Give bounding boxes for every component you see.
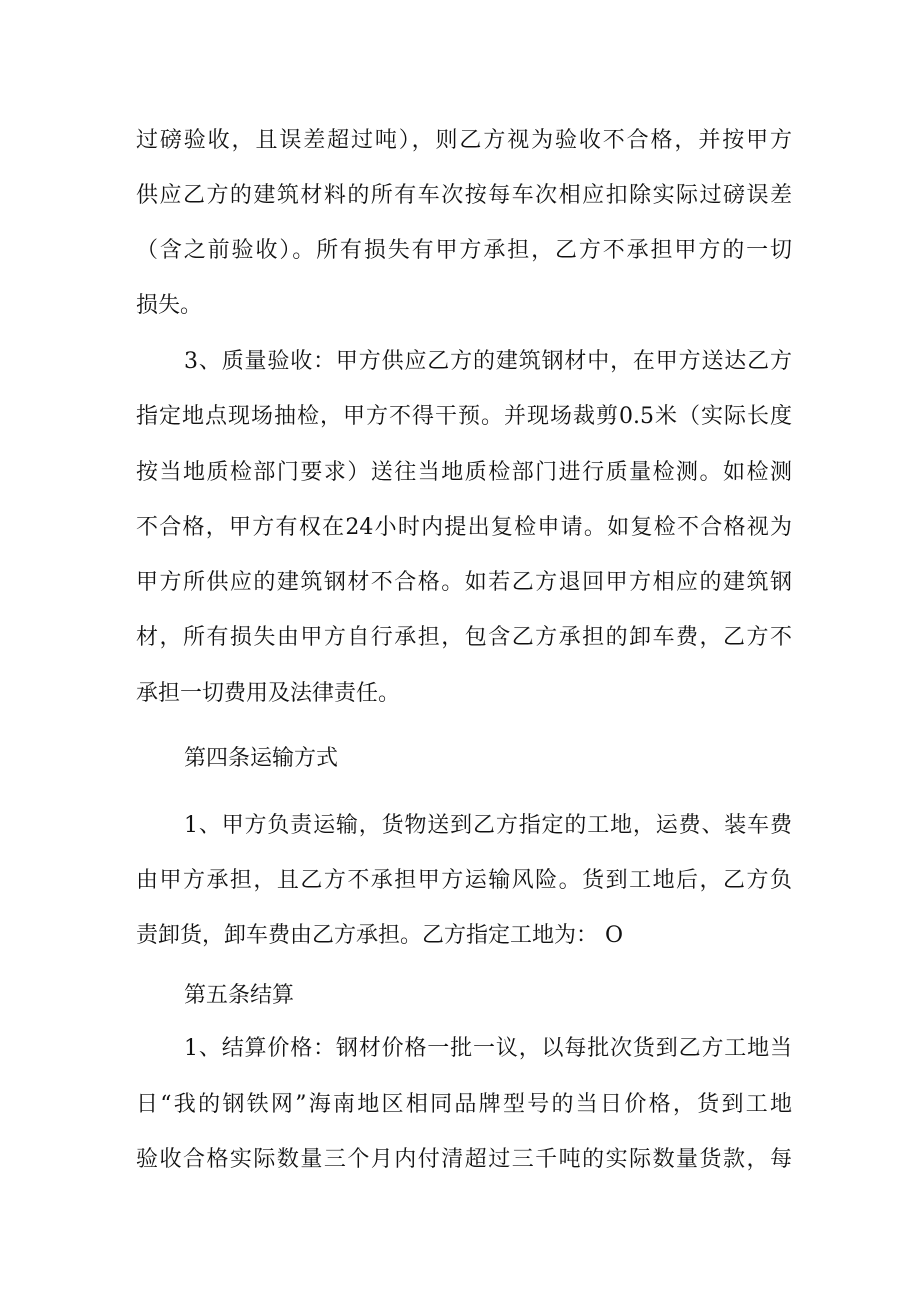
paragraph-line: 材，所有损失由甲方自行承担，包含乙方承担的卸车费，乙方不 (136, 625, 792, 650)
paragraph-line: 责卸货，卸车费由乙方承担。乙方指定工地为： O (136, 923, 624, 948)
paragraph-line: 不合格，甲方有权在24小时内提出复检申请。如复检不合格视为 (136, 515, 792, 540)
paragraph-line: 甲方所供应的建筑钢材不合格。如若乙方退回甲方相应的建筑钢 (136, 570, 792, 595)
paragraph-line: 指定地点现场抽检，甲方不得干预。并现场裁剪0.5米（实际长度 (136, 404, 792, 429)
paragraph-line: 由甲方承担，且乙方不承担甲方运输风险。货到工地后，乙方负 (136, 868, 792, 893)
paragraph-line: 3、质量验收：甲方供应乙方的建筑钢材中，在甲方送达乙方 (184, 349, 792, 374)
paragraph-line: 日“我的钢铁网”海南地区相同品牌型号的当日价格，货到工地 (136, 1092, 792, 1117)
paragraph-line: 过磅验收，且误差超过吨），则乙方视为验收不合格，并按甲方 (136, 128, 792, 153)
section-heading: 第五条结算 (184, 983, 295, 1008)
paragraph-line: 承担一切费用及法律责任。 (136, 681, 401, 706)
paragraph-line: 损失。 (136, 293, 203, 318)
paragraph-line: 供应乙方的建筑材料的所有车次按每车次相应扣除实际过磅误差 (136, 183, 792, 208)
paragraph-line: 按当地质检部门要求）送往当地质检部门进行质量检测。如检测 (136, 460, 792, 485)
section-heading: 第四条运输方式 (184, 746, 339, 771)
paragraph-line: 1、结算价格：钢材价格一批一议，以每批次货到乙方工地当 (184, 1036, 792, 1061)
paragraph-line: （含之前验收）。所有损失有甲方承担，乙方不承担甲方的一切 (136, 238, 792, 263)
paragraph-line: 1、甲方负责运输，货物送到乙方指定的工地，运费、装车费 (184, 813, 792, 838)
paragraph-line: 验收合格实际数量三个月内付清超过三千吨的实际数量货款，每 (136, 1147, 792, 1172)
